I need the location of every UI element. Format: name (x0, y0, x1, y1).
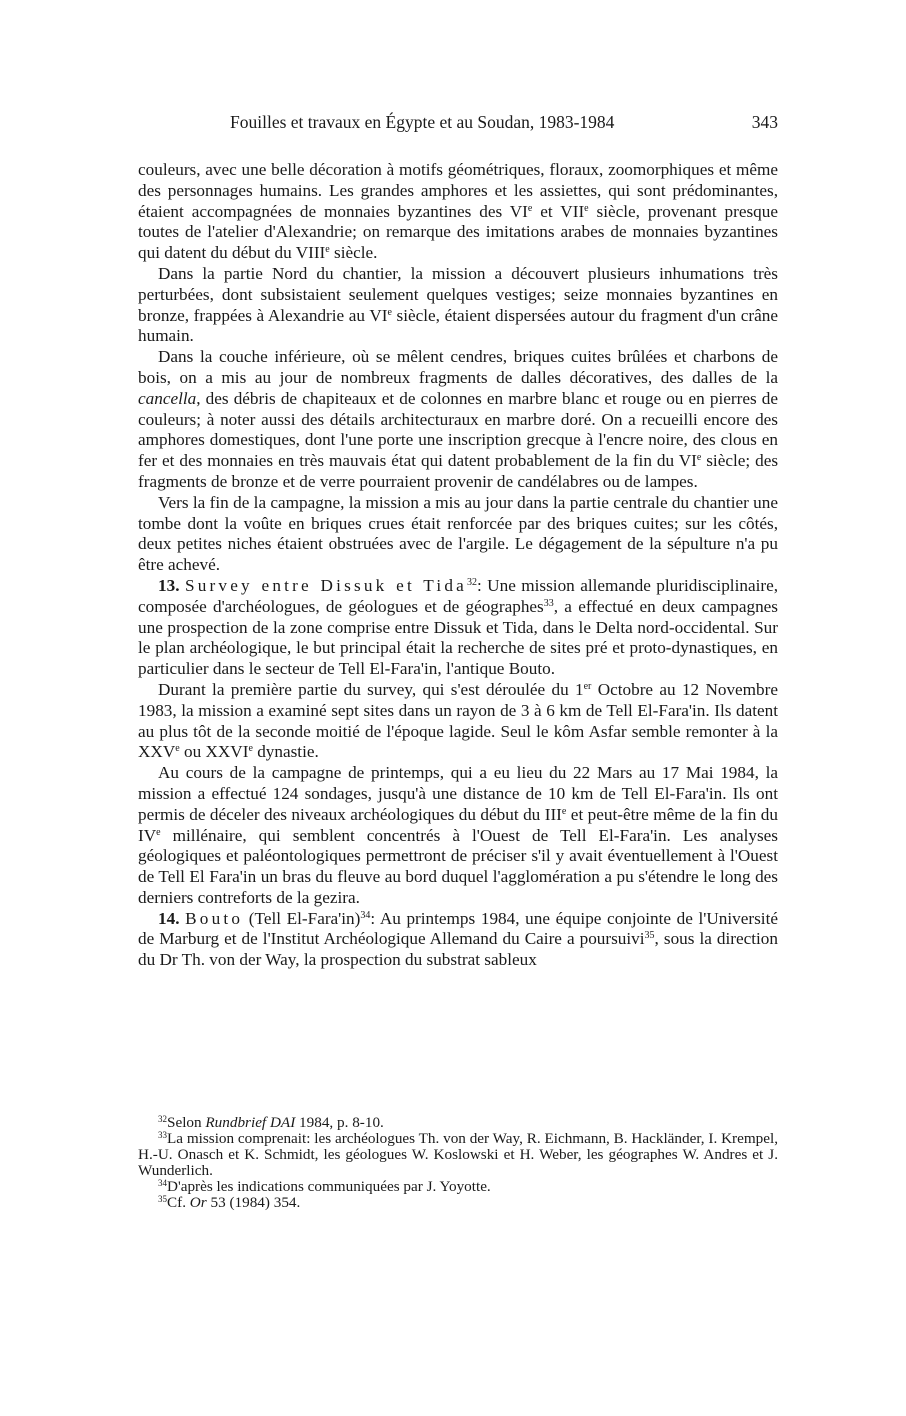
footnote-ref: 35 (644, 930, 655, 942)
page-number: 343 (751, 112, 778, 132)
section-number: 13. (158, 575, 180, 595)
section-heading: Survey entre Dissuk et Tida (184, 575, 467, 595)
paragraph-4: Vers la fin de la campagne, la mission a mis au jour dans la partie centrale du chantier une tombe dont la voûte en briques crues était renforcée par des briques cuites; sur les côtés, deux petites niches étaient obstruées avec de l'argile. Le dégagement de la sépulture n'a pu être achevé. (138, 492, 778, 575)
footnote-34: $^{34}$D'après les indications communiquées par J. Yoyotte. (158, 1178, 491, 1195)
paragraph-7: Au cours de la campagne de printemps, qui a eu lieu du 22 Mars au 17 Mai 1984, la mission a effectué 124 sondages, jusqu'à une distance de 10 km de Tell El-Fara'in. Ils ont permis de déceler des niveaux archéologiques du début du IIIe et peut-être même de la fin du IVe millénaire, qui semblent concentrés à l'Ouest de Tell El-Fara'in. Les analyses géologiques et paléontologiques permettront de préciser s'il y avait éventuellement à l'Ouest de Tell El Fara'in un bras du fleuve au bord duquel l'agglomération a pu s'étendre le long des derniers contreforts de la gezira. (138, 763, 778, 907)
running-head (138, 112, 778, 136)
paragraph-2: Dans la partie Nord du chantier, la mission a découvert plusieurs inhumations très perturbées, dont subsistaient seulement quelques vestiges; seize monnaies byzantines en bronze, frappées à Alexandrie au VIe siècle, étaient dispersées autour du fragment d'un crâne humain. (138, 263, 778, 346)
footnote-33: $^{33}$La mission comprenait: les archéologues Th. von der Way, R. Eichmann, B. Hackländer, I. Krempel, H.-U. Onasch et K. Schmidt, les géologues W. Koslowski et H. Weber, les géographes W. Andres et J. Wunderlich. (138, 1130, 778, 1179)
footnote-32: $^{32}$Selon Rundbrief DAI 1984, p. 8-10. (158, 1114, 384, 1131)
section-14: 14. Bouto (Tell El-Fara'in)$^{34}$: Au printemps 1984, une équipe conjointe de l'Université de Marburg et de l'Institut Archéologique Allemand du Caire a poursuivi$^{35}$, sous la direction du Dr Th. von der Way, la prospection du substrat sableux (138, 908, 778, 970)
body-text (138, 160, 778, 971)
section-heading: Bouto (185, 908, 244, 928)
running-title: Fouilles et travaux en Égypte et au Soudan, 1983-1984 (230, 112, 615, 132)
paragraph-3: Dans la couche inférieure, où se mêlent cendres, briques cuites brûlées et charbons de bois, on a mis au jour de nombreux fragments de dalles décoratives, des dalles de la cancella, des débris de chapiteaux et de colonnes en marbre blanc et rouge ou en pierres de couleurs; à noter aussi des détails architecturaux en marbre doré. On a recueilli encore des amphores domestiques, dont l'une porte une inscription grecque à l'encre noire, des clous en fer et des monnaies en très mauvais état qui datent probablement de la fin du VIe siècle; des fragments de bronze et de verre pourraient provenir de candélabres ou de lampes. (138, 347, 779, 491)
paragraph-1: couleurs, avec une belle décoration à motifs géométriques, floraux, zoomorphiques et même des personnages humains. Les grandes amphores et les assiettes, qui sont prédominantes, étaient accompagnées de monnaies byzantines des VIe et VIIe siècle, provenant presque toutes de l'atelier d'Alexandrie; on remarque des imitations arabes de monnaies byzantines qui datent du début du VIIIe siècle. (138, 160, 779, 263)
footnote-ref: 33 (543, 597, 554, 609)
section-13: 13. Survey entre Dissuk et Tida$^{32}$: Une mission allemande pluridisciplinaire, composée d'archéologues, de géologues et de géographes$^{33}$, a effectué en deux campagnes une prospection de la zone comprise entre Dissuk et Tida, dans le Delta nord-occidental. Sur le plan archéologique, le but principal était la recherche de sites pré et proto-dynastiques, en particulier dans le secteur de Tell El-Fara'in, l'antique Bouto. (138, 575, 779, 679)
footnote-ref: 34 (360, 909, 371, 921)
footnotes (138, 1115, 778, 1211)
footnote-ref: 32 (466, 576, 477, 588)
paragraph-6: Durant la première partie du survey, qui s'est déroulée du 1er Octobre au 12 Novembre 1983, la mission a examiné sept sites dans un rayon de 3 à 6 km de Tell El-Fara'in. Ils datent au plus tôt de la seconde moitié de l'époque lagide. Seul le kôm Asfar semble remonter à la XXVe ou XXVIe dynastie. (138, 679, 778, 762)
section-number: 14. (158, 908, 180, 928)
footnote-35: $^{35}$Cf. Or 53 (1984) 354. (158, 1194, 301, 1211)
